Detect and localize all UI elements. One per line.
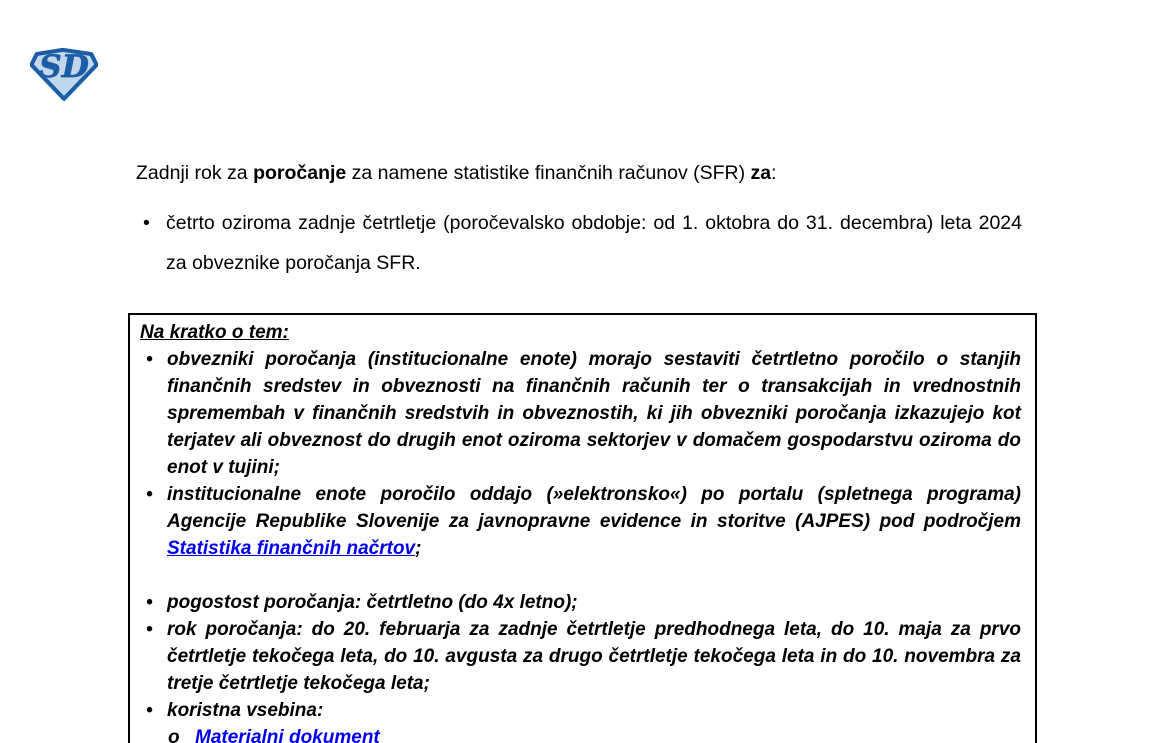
bullet-icon: • [146,619,153,640]
box-bullet-obvezniki [140,346,1021,481]
intro-text-bold-za: za [750,162,772,184]
box-bullet-institucionalne-semicolon: ; [415,538,422,559]
intro-paragraph [136,160,1022,186]
bullet-icon: • [146,349,153,370]
bullet-icon: • [146,484,153,505]
box-bullet-koristna-text: koristna vsebina: [167,700,324,721]
intro-text-2: za namene statistike finančnih računov (SFR) [346,162,751,184]
bullet-icon: • [146,592,153,613]
box-bullet-rok-text: rok poročanja: do 20. februarja za zadnje četrtletje predhodnega leta, do 10. maja za prvo četrtletje tekočega leta, do 10. avgusta za drugo četrtletje tekočega leta in do 10. novembra za tretje četrtletje tekočega leta; [167,619,1021,694]
bullet-icon: • [146,700,153,721]
intro-text-1: Zadnji rok za [136,162,254,184]
box-bullet-pogostost [140,589,1021,616]
box-bullet-institucionalne-text: institucionalne enote poročilo oddajo (»elektronsko«) po portalu (spletnega programa) Agencije Republike Slovenije za javnopravne evidence in storitve (AJPES) pod področjem [167,484,1021,532]
intro-text-colon: : [771,162,777,184]
logo-letters: SD [39,49,89,86]
box-bullet-koristna [140,697,1021,724]
sd-diamond-logo-icon [30,44,98,102]
bullet-icon: • [143,212,150,234]
box-bullet-institucionalne [140,481,1021,562]
intro-text-bold-porocanje: poročanje [253,162,347,184]
intro-bullet-text: četrto oziroma zadnje četrtletje (poročevalsko obdobje: od 1. oktobra do 31. decembra) leta 2024 za obveznike poročanja SFR. [166,212,1022,274]
box-bullet-rok [140,616,1021,697]
info-box [128,313,1037,743]
materialni-dokument-link[interactable]: Materialni dokument [195,727,380,743]
intro-bullet-item [136,203,1022,283]
statistika-financnih-nacrtov-link[interactable]: Statistika finančnih načrtov [167,538,416,559]
box-bullet-obvezniki-text: obvezniki poročanja (institucionalne enote) morajo sestaviti četrtletno poročilo o stanjih finančnih sredstev in obveznosti na finančnih računih ter o transakcijah in vrednostnih spremembah v finančnih sredstvih in obveznostih, ki jih obvezniki poročanja izkazujejo kot terjatev ali obveznost do drugih enot oziroma sektorjev v domačem gospodarstvu oziroma do enot v tujini; [167,349,1021,478]
box-subitem-materialni [140,724,1021,743]
box-bullet-pogostost-text: pogostost poročanja: četrtletno (do 4x letno); [167,592,578,613]
blank-line [140,562,1021,589]
circle-bullet-icon: o [168,727,180,743]
info-box-title: Na kratko o tem: [140,322,289,343]
